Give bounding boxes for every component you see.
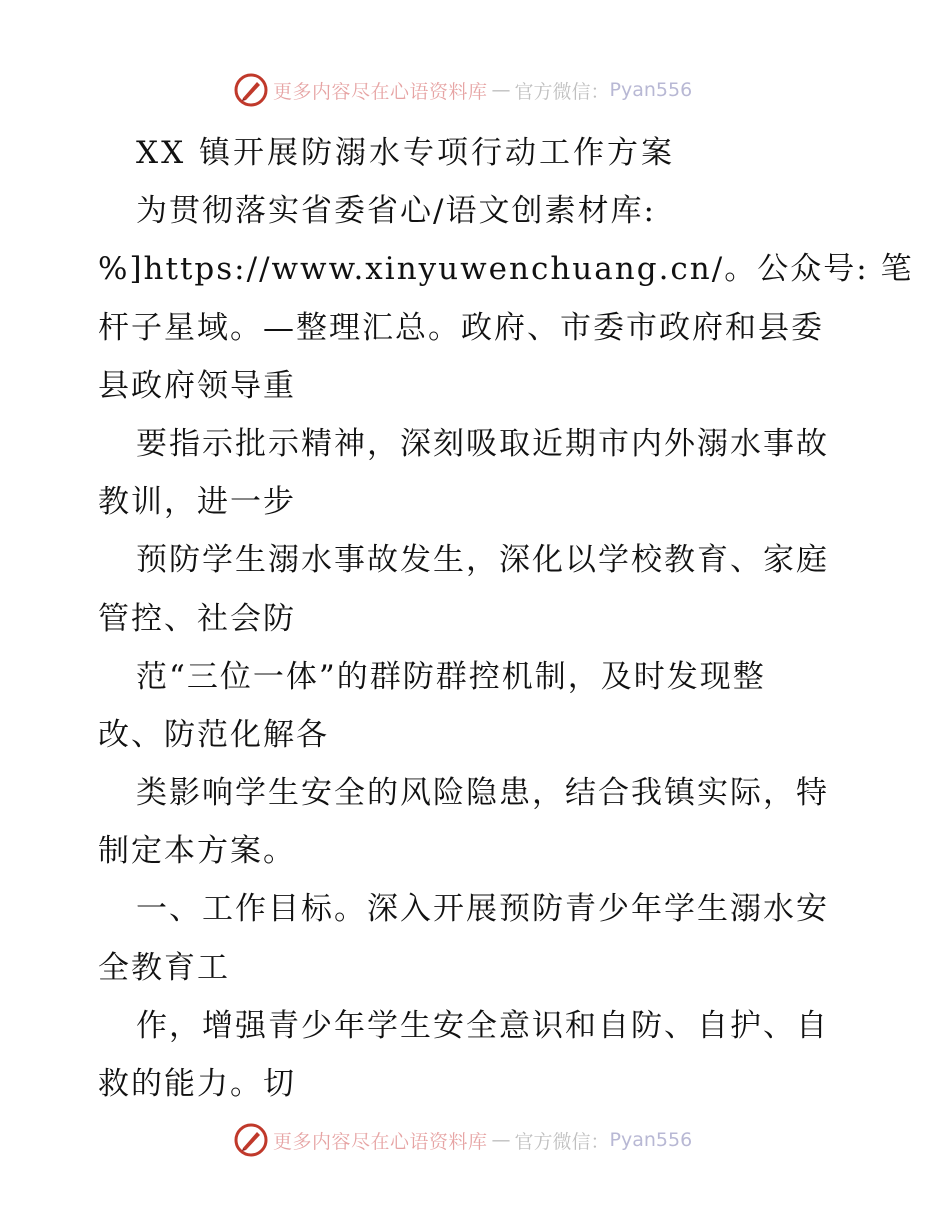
watermark-wechat-id: Pyan556 — [609, 1129, 693, 1151]
footer-watermark — [233, 1120, 692, 1160]
paragraph-line: %]https://www.xinyuwenchuang.cn/。公众号: 笔 — [98, 251, 914, 288]
paragraph-line: 作，增强青少年学生安全意识和自防、自护、自 — [136, 1007, 829, 1044]
section-heading-line: 一、工作目标。深入开展预防青少年学生溺水安 — [136, 891, 829, 928]
quill-logo-icon — [233, 1122, 269, 1158]
document-body — [98, 124, 914, 1113]
paragraph-line: 为贯彻落实省委省心/语文创素材库: — [136, 193, 656, 230]
quill-logo-icon — [233, 72, 269, 108]
paragraph-line: 县政府领导重 — [98, 367, 296, 404]
paragraph-line: 范“三位一体”的群防群控机制，及时发现整 — [136, 658, 766, 695]
paragraph-line: 救的能力。切 — [98, 1066, 296, 1102]
watermark-brand: 更多内容尽在心语资料库 — [273, 1130, 488, 1153]
watermark-wechat-label: 官方微信： — [514, 1130, 610, 1153]
watermark-brand: 更多内容尽在心语资料库 — [273, 80, 488, 103]
watermark-separator: — — [491, 79, 511, 101]
paragraph-line: 要指示批示精神，深刻吸取近期市内外溺水事故 — [136, 425, 829, 462]
paragraph-line: 教训，进一步 — [98, 484, 296, 521]
document-title: XX 镇开展防溺水专项行动工作方案 — [136, 135, 675, 171]
paragraph-line: 制定本方案。 — [98, 833, 296, 870]
paragraph-line: 管控、社会防 — [98, 600, 296, 637]
paragraph-line: 改、防范化解各 — [98, 716, 329, 753]
paragraph-line: 全教育工 — [98, 949, 230, 986]
paragraph-line: 杆子星域。—整理汇总。政府、市委市政府和县委 — [98, 309, 824, 346]
watermark-wechat-id: Pyan556 — [609, 79, 693, 101]
watermark-separator: — — [491, 1129, 511, 1151]
watermark-wechat-label: 官方微信： — [514, 80, 610, 103]
header-watermark — [233, 70, 692, 110]
paragraph-line: 类影响学生安全的风险隐患，结合我镇实际，特 — [136, 775, 829, 812]
paragraph-line: 预防学生溺水事故发生，深化以学校教育、家庭 — [136, 542, 829, 579]
